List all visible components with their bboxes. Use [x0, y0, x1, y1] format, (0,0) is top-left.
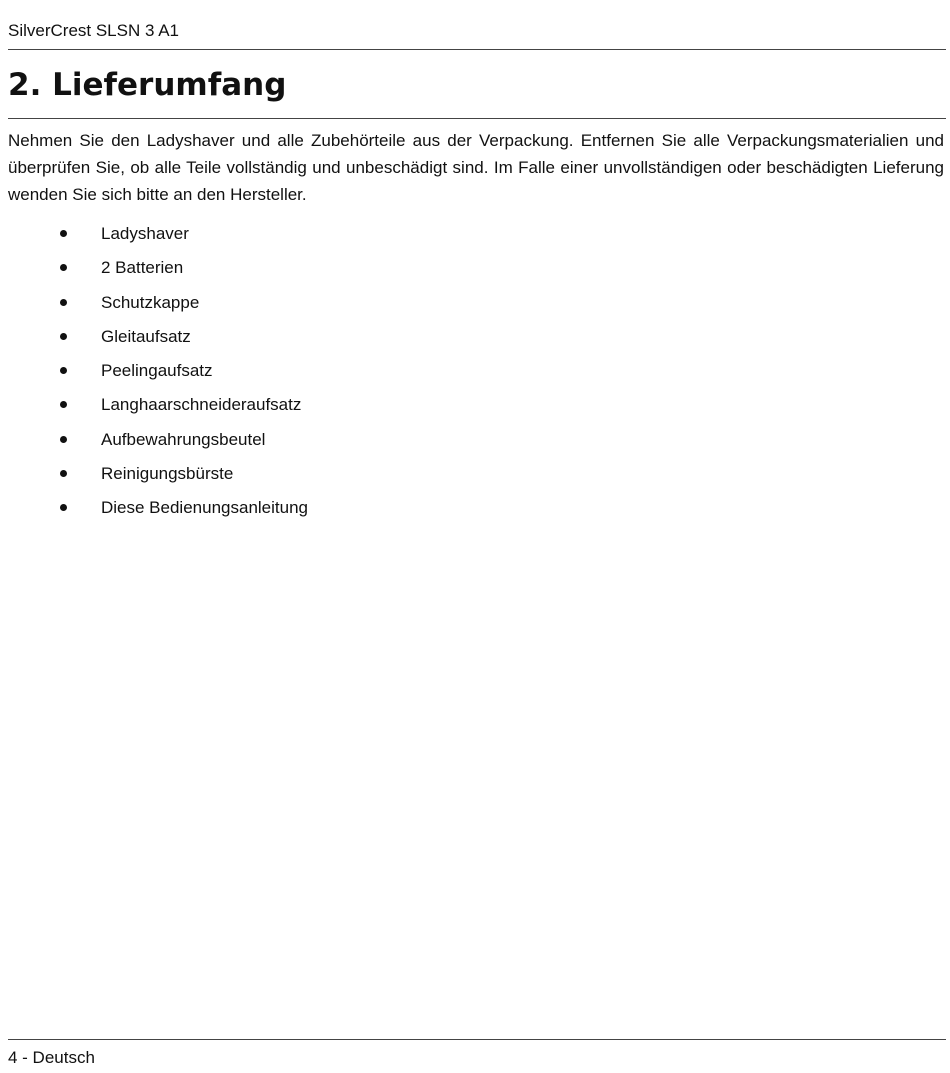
intro-paragraph: Nehmen Sie den Ladyshaver und alle Zubehörteile aus der Verpackung. Entfernen Sie alle Verpackungsmaterialien und überprüfen Sie, ob alle Teile vollständig und unbeschädigt sind. Im Falle einer unvollständigen oder beschädigten Lieferung wenden Sie sich bitte an den Hersteller. [8, 131, 944, 204]
bullet-icon [60, 401, 67, 408]
page-header [8, 18, 946, 50]
list-item-label: Reinigungsbürste [101, 464, 234, 484]
list-item-label: Gleitaufsatz [101, 326, 191, 346]
list-item-label: Langhaarschneideraufsatz [101, 395, 302, 415]
page-footer [8, 1039, 946, 1070]
bullet-icon [60, 264, 67, 271]
bullet-icon [60, 367, 67, 374]
bullet-icon [60, 230, 67, 237]
section-heading: 2. Lieferumfang [8, 62, 946, 119]
bullet-icon [60, 436, 67, 443]
list-item-label: Diese Bedienungsanleitung [101, 498, 308, 518]
bullet-icon [60, 504, 67, 511]
list-item-label: Aufbewahrungsbeutel [101, 429, 266, 449]
running-title: SilverCrest SLSN 3 A1 [8, 21, 180, 40]
list-item-label: Schutzkappe [101, 292, 200, 312]
bullet-icon [60, 333, 67, 340]
page-number-label: 4 - Deutsch [8, 1048, 95, 1067]
list-item-label: Ladyshaver [101, 224, 189, 243]
list-item-label: Peelingaufsatz [101, 361, 213, 381]
list-item-label: 2 Batterien [101, 258, 184, 278]
bullet-icon [60, 299, 67, 306]
bullet-icon [60, 470, 67, 477]
